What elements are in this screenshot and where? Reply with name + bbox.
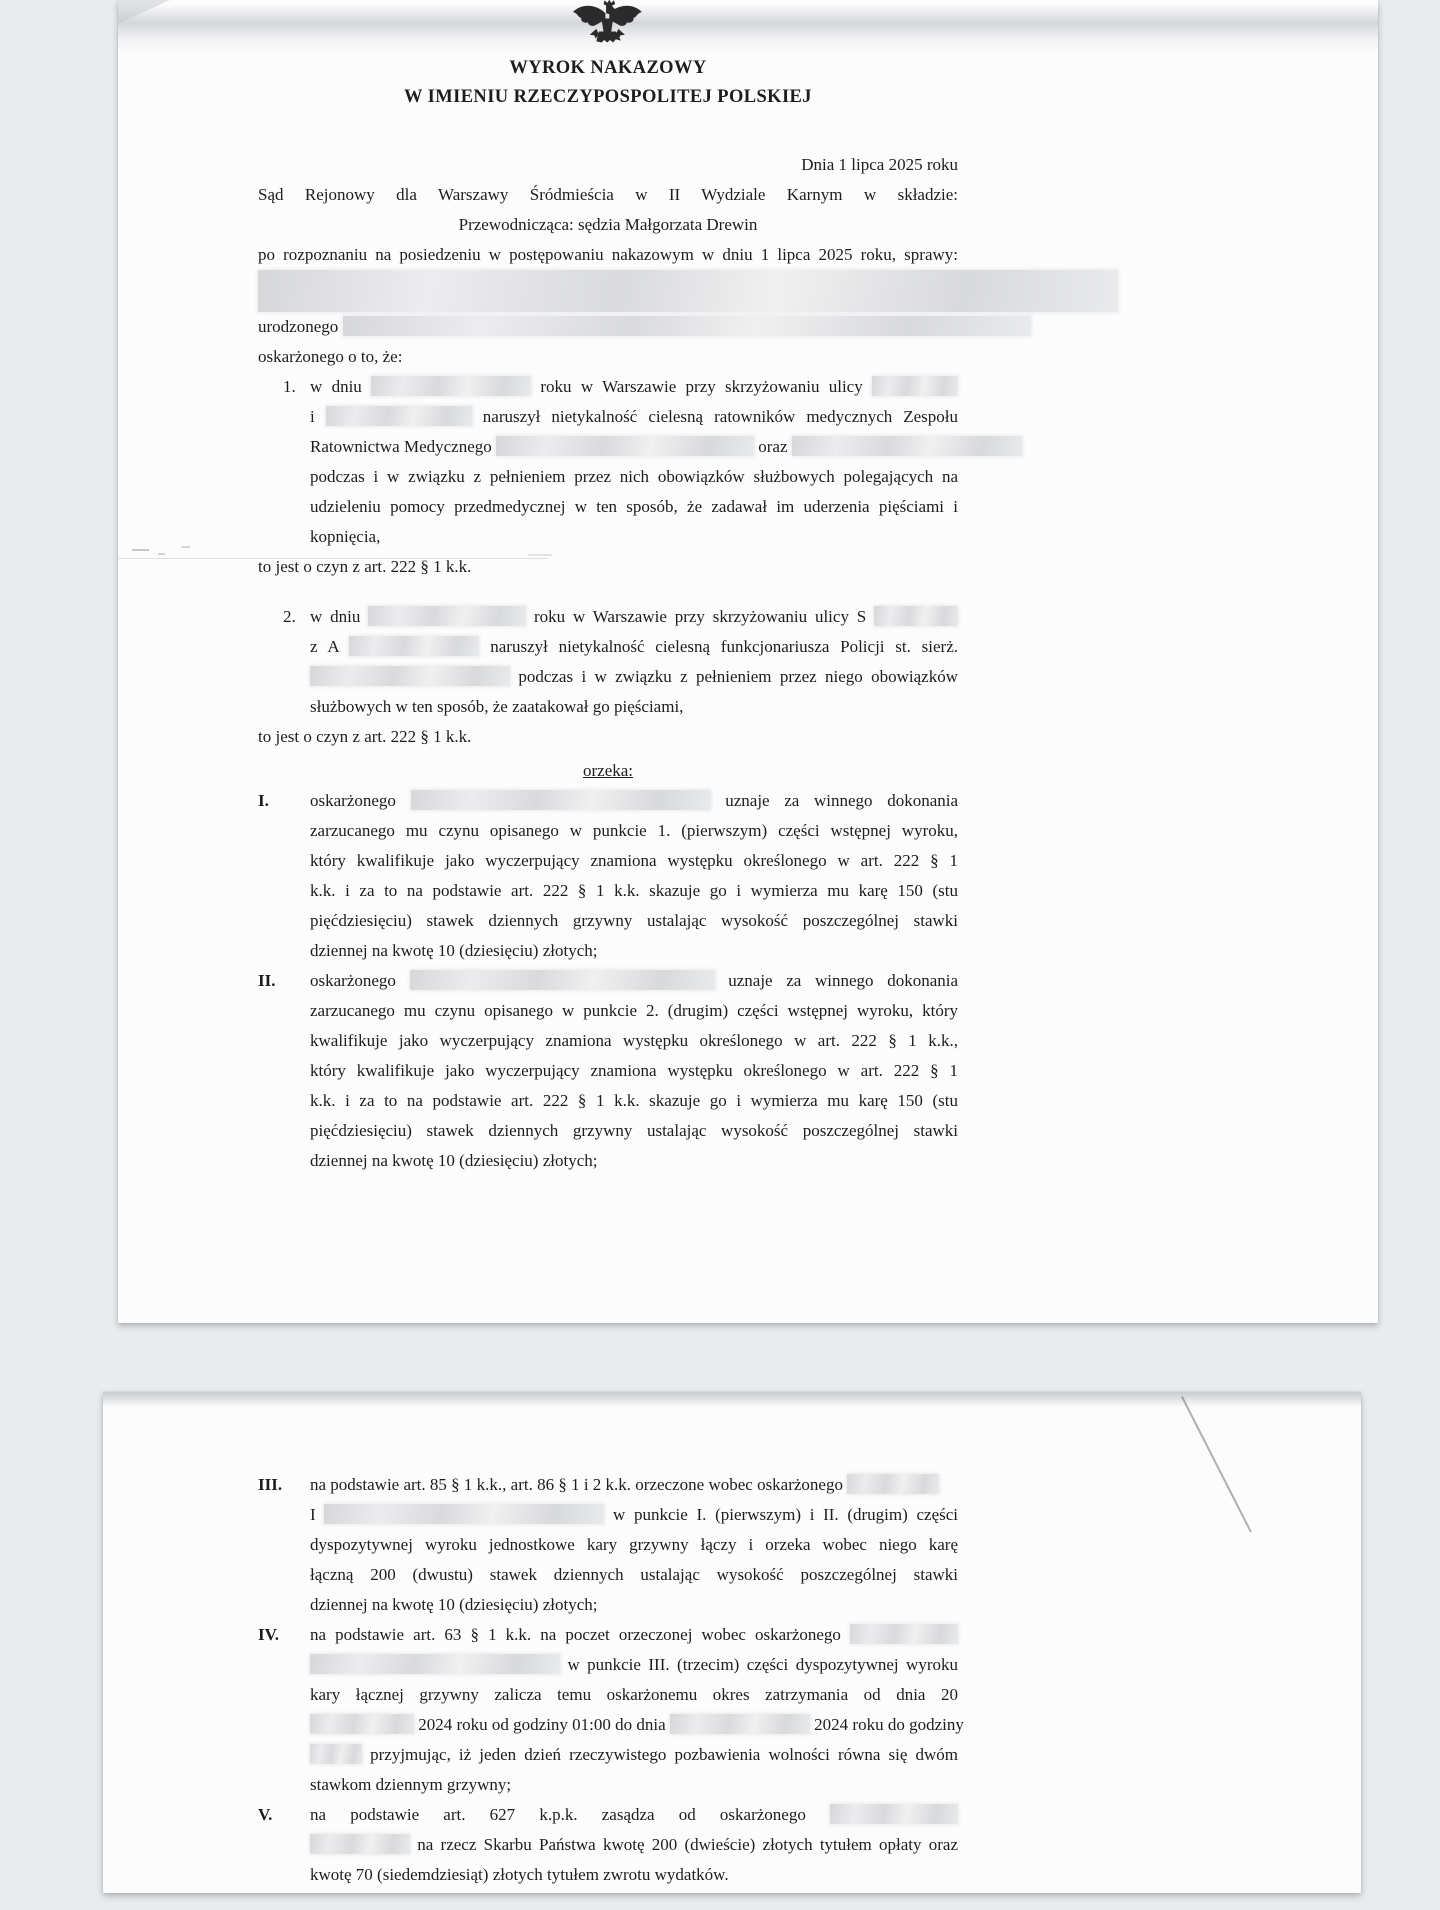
text-line	[310, 996, 958, 1026]
redaction-box	[310, 1714, 414, 1734]
text-segment: dyspozytywnej wyroku jednostkowe kary grzywny łączy i orzeka wobec niego karę	[310, 1535, 958, 1554]
charge-2-text	[310, 602, 958, 722]
text-line	[310, 1086, 958, 1116]
page-scan-1	[118, 0, 1378, 1323]
ruling-number: II.	[258, 971, 276, 990]
court-line: Sąd Rejonowy dla Warszawy Śródmieścia w II Wydziale Karnym w składzie:	[258, 185, 958, 204]
scan-shading	[118, 4, 1378, 54]
text-segment: 2024 roku od godziny 01:00 do dnia	[418, 1715, 666, 1734]
text-line	[310, 492, 958, 522]
text-segment: łączną 200 (dwustu) stawek dziennych ustalając wysokość poszczególnej stawki	[310, 1565, 958, 1584]
text-segment: podczas i w związku z pełnieniem przez nich obowiązków służbowych polegających na	[310, 467, 958, 486]
text-segment: oskarżonego	[310, 791, 396, 810]
text-segment: stawkom dziennym grzywny;	[310, 1775, 512, 1794]
text-segment: zarzucanego mu czynu opisanego w punkcie 2. (drugim) części wstępnej wyroku, który	[310, 1001, 958, 1020]
ruling-number: III.	[258, 1475, 283, 1494]
text-line	[310, 1470, 958, 1500]
page2-text-column	[258, 1470, 964, 1890]
text-segment: który kwalifikuje jako wyczerpujący znamiona występku określonego w art. 222 § 1	[310, 851, 958, 870]
charge-number: 2.	[283, 607, 296, 626]
redaction-box	[872, 376, 958, 396]
scan-artifact	[181, 546, 190, 548]
text-line	[310, 1830, 958, 1860]
text-line	[310, 662, 958, 692]
redaction-box	[258, 270, 1118, 312]
text-segment: dziennej na kwotę 10 (dziesięciu) złotych;	[310, 1151, 598, 1170]
text-segment: kwalifikuje jako wyczerpujący znamiona występku określonego w art. 222 § 1 k.k.,	[310, 1031, 958, 1050]
scan-artifact	[528, 554, 552, 556]
redaction-box	[324, 1504, 604, 1524]
text-line	[310, 846, 958, 876]
text-line	[310, 1560, 958, 1590]
redaction-box	[411, 790, 711, 810]
text-segment: z A	[310, 637, 339, 656]
text-segment: w dniu	[310, 377, 362, 396]
text-segment: zarzucanego mu czynu opisanego w punkcie 1. (pierwszym) części wstępnej wyroku,	[310, 821, 958, 840]
text-segment: i	[310, 407, 315, 426]
text-line	[310, 1026, 958, 1056]
ruling-number: V.	[258, 1805, 273, 1824]
text-segment: uznaje za winnego dokonania	[725, 791, 959, 810]
text-segment: na podstawie art. 85 § 1 k.k., art. 86 § 1 i 2 k.k. orzeczone wobec oskarżonego	[310, 1475, 843, 1494]
text-line	[310, 1590, 958, 1620]
text-segment: kary łącznej grzywny zalicza temu oskarżonemu okres zatrzymania od dnia 20	[310, 1685, 958, 1704]
text-segment: 2024 roku do godziny	[814, 1715, 964, 1734]
text-segment: dziennej na kwotę 10 (dziesięciu) złotych;	[310, 1595, 598, 1614]
page1-text-column	[258, 150, 958, 1176]
ruling-item-II	[258, 966, 958, 1176]
judge-line: Przewodnicząca: sędzia Małgorzata Drewin	[458, 215, 758, 234]
text-line	[310, 786, 958, 816]
polish-eagle-emblem-icon	[569, 0, 647, 52]
date-line: Dnia 1 lipca 2025 roku	[801, 155, 958, 174]
text-segment: uznaje za winnego dokonania	[728, 971, 959, 990]
scan-artifact	[118, 558, 548, 559]
redaction-box	[847, 1474, 939, 1494]
scan-artifact	[132, 549, 149, 551]
ruling-item-I	[258, 786, 958, 966]
text-line	[310, 876, 958, 906]
charge-item-2	[258, 602, 958, 722]
redaction-box	[792, 436, 1022, 456]
crease-line	[1181, 1396, 1252, 1532]
text-line	[310, 1860, 958, 1890]
ruling-IV-text	[310, 1620, 964, 1800]
legal-qualification-1: to jest o czyn z art. 222 § 1 k.k.	[258, 557, 472, 576]
text-segment: I	[310, 1505, 316, 1524]
ruling-item-III	[258, 1470, 958, 1620]
hearing-line: po rozpoznaniu na posiedzeniu w postępowaniu nakazowym w dniu 1 lipca 2025 roku, sprawy:	[258, 245, 958, 264]
text-segment: pięćdziesięciu) stawek dziennych grzywny ustalając wysokość poszczególnej stawki	[310, 911, 958, 930]
redaction-box	[874, 606, 958, 626]
text-segment: w punkcie I. (pierwszym) i II. (drugim) części	[613, 1505, 958, 1524]
text-line	[310, 906, 958, 936]
ruling-item-IV	[258, 1620, 964, 1800]
page-scan-2	[103, 1392, 1361, 1893]
redaction-box	[310, 1744, 362, 1764]
text-line	[310, 1620, 958, 1650]
text-segment: oskarżonego	[310, 971, 396, 990]
text-line	[310, 1056, 958, 1086]
redaction-box	[343, 316, 1031, 336]
document-title: WYROK NAKAZOWY	[509, 58, 707, 78]
text-segment: na rzecz Skarbu Państwa kwotę 200 (dwieście) złotych tytułem opłaty oraz	[417, 1835, 958, 1854]
ruling-number: IV.	[258, 1625, 279, 1644]
text-segment: podczas i w związku z pełnieniem przez niego obowiązków	[518, 667, 958, 686]
redaction-box	[310, 666, 510, 686]
text-segment: służbowych w ten sposób, że zaatakował go pięściami,	[310, 697, 684, 716]
text-segment: udzieleniu pomocy przedmedycznej w ten sposób, że zadawał im uderzenia pięściami i	[310, 497, 958, 516]
charge-1-text	[310, 372, 958, 552]
redaction-box	[410, 970, 715, 990]
redaction-box	[368, 606, 526, 626]
redaction-box	[310, 1834, 410, 1854]
redaction-box	[830, 1804, 958, 1824]
text-segment: k.k. i za to na podstawie art. 222 § 1 k.k. skazuje go i wymierza mu karę 150 (stu	[310, 881, 958, 900]
text-segment: roku w Warszawie przy skrzyżowaniu ulicy S	[533, 607, 867, 626]
ruling-number: I.	[258, 791, 269, 810]
redaction-box	[496, 436, 754, 456]
scan-shading	[103, 1392, 1361, 1407]
accused-intro: oskarżonego o to, że:	[258, 347, 403, 366]
text-line	[310, 1740, 958, 1770]
text-line	[310, 462, 958, 492]
text-line	[258, 312, 958, 342]
text-line	[258, 270, 958, 312]
text-segment: dziennej na kwotę 10 (dziesięciu) złotych;	[310, 941, 598, 960]
redaction-box	[326, 406, 472, 426]
verdict-heading: orzeka:	[582, 761, 634, 780]
text-segment: który kwalifikuje jako wyczerpujący znamiona występku określonego w art. 222 § 1	[310, 1061, 958, 1080]
text-segment: w punkcie III. (trzecim) części dyspozytywnej wyroku	[567, 1655, 958, 1674]
born-line	[258, 312, 958, 342]
ruling-item-V	[258, 1800, 958, 1890]
text-segment: oraz	[758, 437, 788, 456]
redaction-box	[349, 636, 479, 656]
text-line	[310, 966, 958, 996]
text-line	[310, 1116, 958, 1146]
legal-qualification-2: to jest o czyn z art. 222 § 1 k.k.	[258, 727, 472, 746]
ruling-III-text	[310, 1470, 958, 1620]
redaction-box	[670, 1714, 810, 1734]
text-segment: Ratownictwa Medycznego	[310, 437, 492, 456]
text-line	[310, 1800, 958, 1830]
text-segment: kwotę 70 (siedemdziesiąt) złotych tytułem zwrotu wydatków.	[310, 1865, 729, 1884]
text-segment: na podstawie art. 627 k.p.k. zasądza od oskarżonego	[310, 1805, 806, 1824]
document-header	[258, 54, 958, 112]
charge-number: 1.	[283, 377, 296, 396]
text-line	[310, 1500, 958, 1530]
text-segment: kopnięcia,	[310, 527, 381, 546]
text-line	[310, 402, 958, 432]
text-line	[310, 1680, 958, 1710]
text-line	[310, 522, 958, 552]
text-line	[310, 1770, 958, 1800]
document-subtitle: W IMIENIU RZECZYPOSPOLITEJ POLSKIEJ	[404, 87, 812, 107]
text-line	[310, 936, 958, 966]
ruling-V-text	[310, 1800, 958, 1890]
redacted-defendant-block	[258, 270, 958, 312]
text-segment: naruszył nietykalność cielesną funkcjonariusza Policji st. sierż.	[490, 637, 958, 656]
text-segment: roku w Warszawie przy skrzyżowaniu ulicy	[540, 377, 863, 396]
text-segment: przyjmując, iż jeden dzień rzeczywistego pozbawienia wolności równa się dwóm	[370, 1745, 959, 1764]
text-line	[310, 1530, 958, 1560]
text-line	[310, 1146, 958, 1176]
text-segment: k.k. i za to na podstawie art. 222 § 1 k.k. skazuje go i wymierza mu karę 150 (stu	[310, 1091, 958, 1110]
ruling-II-text	[310, 966, 958, 1176]
text-segment: pięćdziesięciu) stawek dziennych grzywny ustalając wysokość poszczególnej stawki	[310, 1121, 958, 1140]
text-line	[310, 816, 958, 846]
redaction-box	[371, 376, 531, 396]
redaction-box	[850, 1624, 958, 1644]
text-line	[310, 372, 958, 402]
redaction-box	[310, 1654, 560, 1674]
text-segment: w dniu	[310, 607, 361, 626]
text-line	[310, 632, 958, 662]
text-segment: na podstawie art. 63 § 1 k.k. na poczet orzeczonej wobec oskarżonego	[310, 1625, 841, 1644]
text-line	[310, 1710, 964, 1740]
text-line	[310, 1650, 958, 1680]
text-line	[310, 692, 958, 722]
charge-item-1	[258, 372, 958, 552]
scan-artifact	[158, 553, 165, 555]
text-segment: naruszył nietykalność cielesną ratowników medycznych Zespołu	[482, 407, 959, 426]
text-line	[310, 602, 958, 632]
ruling-I-text	[310, 786, 958, 966]
text-segment: urodzonego	[258, 317, 339, 336]
text-line	[310, 432, 958, 462]
